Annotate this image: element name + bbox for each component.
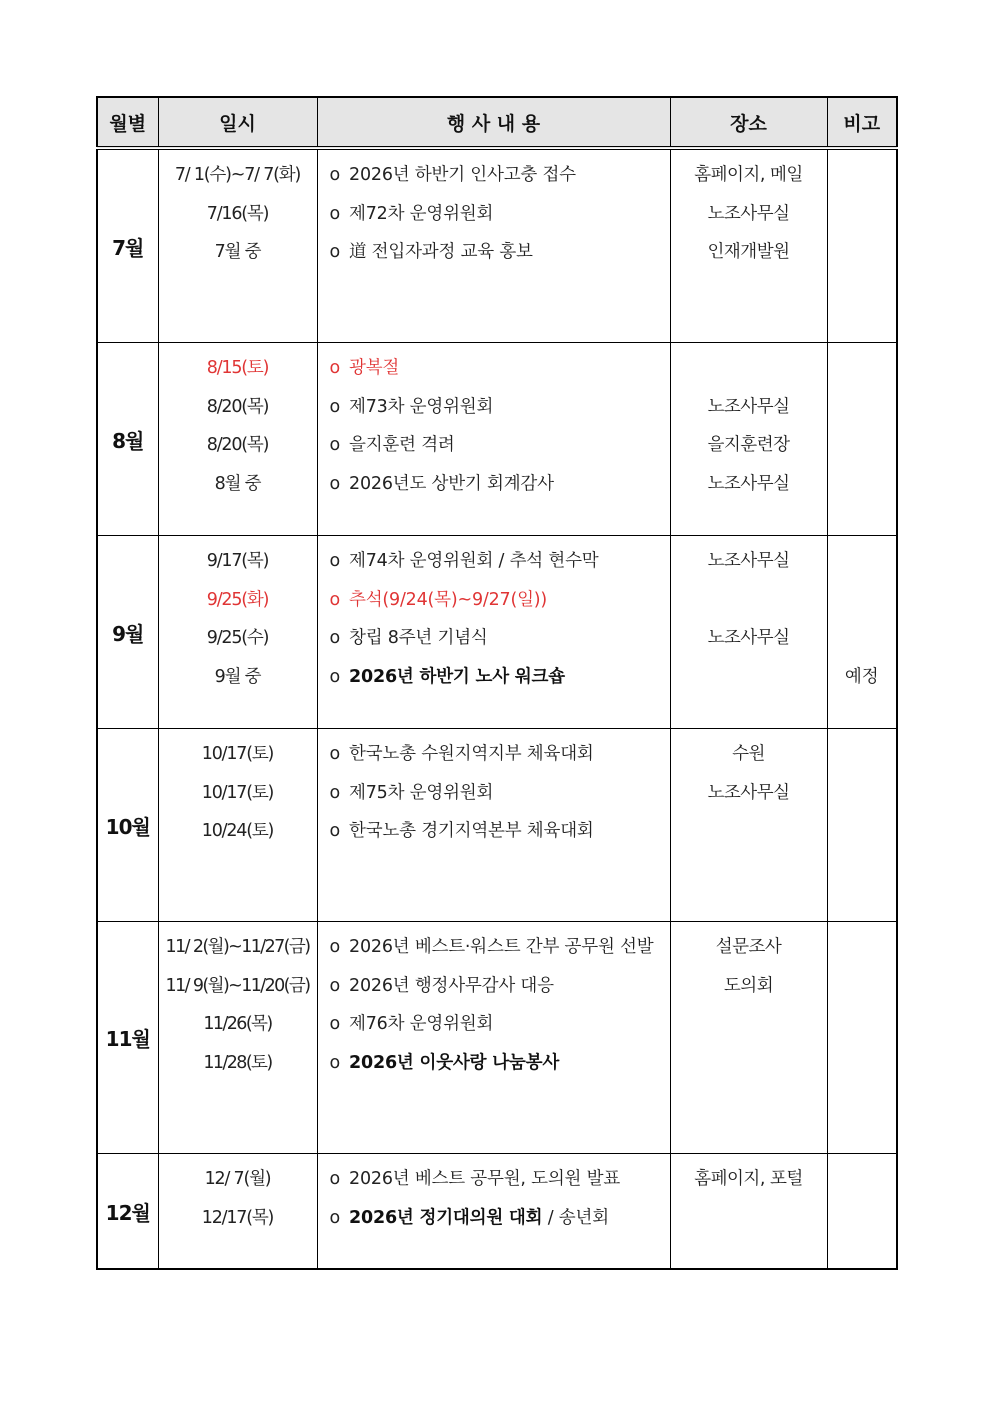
note-line (828, 233, 897, 272)
note-line (828, 735, 897, 774)
place-line: 노조사무실 (707, 396, 790, 417)
month-cell: 8월 (97, 343, 158, 536)
place-line: 설문조사 (715, 937, 782, 957)
bullet-icon: o (329, 821, 341, 842)
note-line (828, 774, 897, 813)
event-text: 을지훈련 격려 (349, 435, 455, 456)
event-line (318, 581, 670, 620)
place-line: 인재개발원 (707, 242, 790, 263)
note-line (828, 1044, 897, 1083)
note-cell (827, 536, 897, 729)
event-line (318, 195, 670, 234)
schedule-body (97, 148, 897, 1269)
event-text: 道 전입자과정 교육 홍보 (349, 242, 533, 263)
event-line (318, 388, 670, 427)
note-line (828, 928, 897, 967)
place-line (671, 349, 827, 388)
place-cell (670, 729, 827, 922)
date-line: 8/15(토) (206, 358, 269, 378)
event-text: 광복절 (349, 358, 400, 378)
note-line (828, 619, 897, 658)
event-cell (317, 922, 670, 1154)
date-line: 11/26(목) (203, 1014, 272, 1035)
place-line (671, 581, 827, 620)
date-line: 10/17(토) (201, 782, 274, 803)
event-line (318, 156, 670, 195)
event-text: 2026년 하반기 노사 워크숍 (349, 667, 565, 688)
date-line: 9/25(수) (206, 628, 269, 649)
event-text: 2026년 베스트 공무원, 도의원 발표 (349, 1169, 621, 1189)
date-line: 7월 중 (214, 242, 261, 263)
date-line: 8/20(목) (206, 396, 269, 417)
date-cell (158, 1154, 317, 1270)
month-cell: 7월 (97, 148, 158, 343)
date-line: 10/17(토) (201, 744, 274, 764)
event-line (318, 1199, 670, 1238)
note-line (828, 851, 897, 890)
date-line: 7/16(목) (206, 203, 269, 224)
place-line (671, 1044, 827, 1083)
note-cell (827, 148, 897, 343)
note-line (828, 1005, 897, 1044)
bullet-icon: o (329, 165, 341, 185)
bullet-icon: o (329, 975, 341, 996)
header-month: 월별 (97, 97, 158, 148)
event-text: 2026년 이웃사랑 나눔봉사 (349, 1053, 560, 1074)
bullet-icon: o (329, 1014, 341, 1035)
event-text: 2026년 베스트·워스트 간부 공무원 선발 (349, 937, 654, 957)
bullet-icon: o (329, 203, 341, 224)
place-line: 홈페이지, 메일 (694, 165, 803, 185)
table-row (97, 536, 897, 729)
date-line: 9/17(목) (206, 551, 269, 571)
place-line (671, 272, 827, 311)
note-line (828, 349, 897, 388)
header-place: 장소 (670, 97, 827, 148)
event-text: 2026년 하반기 인사고충 접수 (349, 165, 576, 185)
bullet-icon: o (329, 628, 341, 649)
event-text: 제75차 운영위원회 (349, 782, 494, 803)
place-line: 노조사무실 (707, 551, 790, 571)
date-line: 10/24(토) (201, 821, 274, 842)
event-line (318, 1160, 670, 1199)
date-cell (158, 922, 317, 1154)
place-line (671, 1005, 827, 1044)
bullet-icon: o (329, 474, 341, 495)
place-line: 홈페이지, 포털 (694, 1169, 803, 1189)
place-cell (670, 922, 827, 1154)
date-line: 12/ 7(월) (204, 1169, 271, 1189)
event-cell (317, 148, 670, 343)
event-line (318, 1005, 670, 1044)
bullet-icon: o (329, 242, 341, 263)
date-cell (158, 536, 317, 729)
event-line (318, 774, 670, 813)
event-line (318, 233, 670, 272)
note-cell (827, 729, 897, 922)
place-line (671, 812, 827, 851)
event-line (318, 967, 670, 1006)
place-line (671, 851, 827, 890)
place-cell (670, 1154, 827, 1270)
table-row (97, 343, 897, 536)
event-text: 제72차 운영위원회 (349, 203, 494, 224)
month-cell: 12월 (97, 1154, 158, 1270)
event-line (318, 735, 670, 774)
date-line: 11/28(토) (203, 1053, 272, 1074)
month-cell: 10월 (97, 729, 158, 922)
note-line (828, 156, 897, 195)
place-line (671, 1199, 827, 1238)
date-line: 11/ 2(월)~11/27(금) (165, 937, 310, 957)
bullet-icon: o (329, 358, 341, 378)
note-line (828, 388, 897, 427)
header-row (97, 97, 897, 148)
event-text: 창립 8주년 기념식 (349, 628, 488, 649)
annual-schedule-table (96, 96, 898, 1270)
bullet-icon: o (329, 667, 341, 688)
event-text: 2026년도 상반기 회계감사 (349, 474, 554, 495)
place-line: 도의회 (723, 975, 774, 996)
place-line: 노조사무실 (707, 628, 790, 649)
bullet-icon: o (329, 1053, 341, 1074)
place-line: 을지훈련장 (707, 435, 790, 456)
date-line: 8월 중 (214, 474, 261, 495)
header-date: 일시 (158, 97, 317, 148)
event-text: 추석(9/24(목)~9/27(일)) (349, 589, 548, 610)
note-line (828, 465, 897, 504)
date-cell (158, 729, 317, 922)
table-row (97, 1154, 897, 1270)
bullet-icon: o (329, 551, 341, 571)
event-suffix: / 송년회 (542, 1207, 609, 1228)
event-line (318, 465, 670, 504)
place-line: 노조사무실 (707, 474, 790, 495)
date-line: 9월 중 (214, 667, 261, 688)
note-line (828, 195, 897, 234)
event-line (318, 349, 670, 388)
note-line (828, 272, 897, 311)
date-line: 12/17(목) (201, 1207, 274, 1228)
note-line (828, 1160, 897, 1199)
event-text: 한국노총 경기지역본부 체육대회 (349, 821, 594, 842)
header-note: 비고 (827, 97, 897, 148)
event-line (318, 928, 670, 967)
date-line: 9/25(화) (206, 589, 269, 610)
place-cell (670, 343, 827, 536)
event-text: 2026년 행정사무감사 대응 (349, 975, 554, 996)
note-line (828, 1199, 897, 1238)
date-cell (158, 343, 317, 536)
note-cell (827, 343, 897, 536)
note-line (828, 581, 897, 620)
bullet-icon: o (329, 782, 341, 803)
table-row (97, 922, 897, 1154)
event-line (318, 812, 670, 851)
event-line (318, 1044, 670, 1083)
month-cell: 11월 (97, 922, 158, 1154)
bullet-icon: o (329, 744, 341, 764)
note-line: 예정 (844, 667, 879, 688)
table-row (97, 148, 897, 343)
event-text: 제74차 운영위원회 / 추석 현수막 (349, 551, 599, 571)
place-line: 노조사무실 (707, 203, 790, 224)
place-cell (670, 148, 827, 343)
header-event: 행 사 내 용 (317, 97, 670, 148)
event-text: 제73차 운영위원회 (349, 396, 494, 417)
note-line (828, 426, 897, 465)
bullet-icon: o (329, 435, 341, 456)
event-cell (317, 343, 670, 536)
event-text: 제76차 운영위원회 (349, 1014, 494, 1035)
bullet-icon: o (329, 1207, 341, 1228)
note-line (828, 812, 897, 851)
event-line (318, 426, 670, 465)
date-line (159, 272, 317, 311)
date-line: 8/20(목) (206, 435, 269, 456)
place-line (671, 658, 827, 697)
place-line: 노조사무실 (707, 782, 790, 803)
date-line: 7/ 1(수)~7/ 7(화) (174, 165, 301, 185)
bullet-icon: o (329, 396, 341, 417)
bullet-icon: o (329, 937, 341, 957)
event-text: 한국노총 수원지역지부 체육대회 (349, 744, 594, 764)
event-cell (317, 536, 670, 729)
note-cell (827, 1154, 897, 1270)
bullet-icon: o (329, 1169, 341, 1189)
month-cell: 9월 (97, 536, 158, 729)
note-cell (827, 922, 897, 1154)
note-line (828, 542, 897, 581)
note-line (828, 967, 897, 1006)
bullet-icon: o (329, 589, 341, 610)
event-line (318, 619, 670, 658)
date-line: 11/ 9(월)~11/20(금) (165, 975, 310, 996)
event-line (318, 272, 670, 311)
event-line (318, 851, 670, 890)
event-cell (317, 729, 670, 922)
event-text: 2026년 정기대의원 대회 (349, 1207, 543, 1228)
event-line (318, 658, 670, 697)
event-line (318, 542, 670, 581)
date-line (159, 851, 317, 890)
event-cell (317, 1154, 670, 1270)
place-cell (670, 536, 827, 729)
place-line: 수원 (732, 744, 765, 764)
date-cell (158, 148, 317, 343)
table-row (97, 729, 897, 922)
